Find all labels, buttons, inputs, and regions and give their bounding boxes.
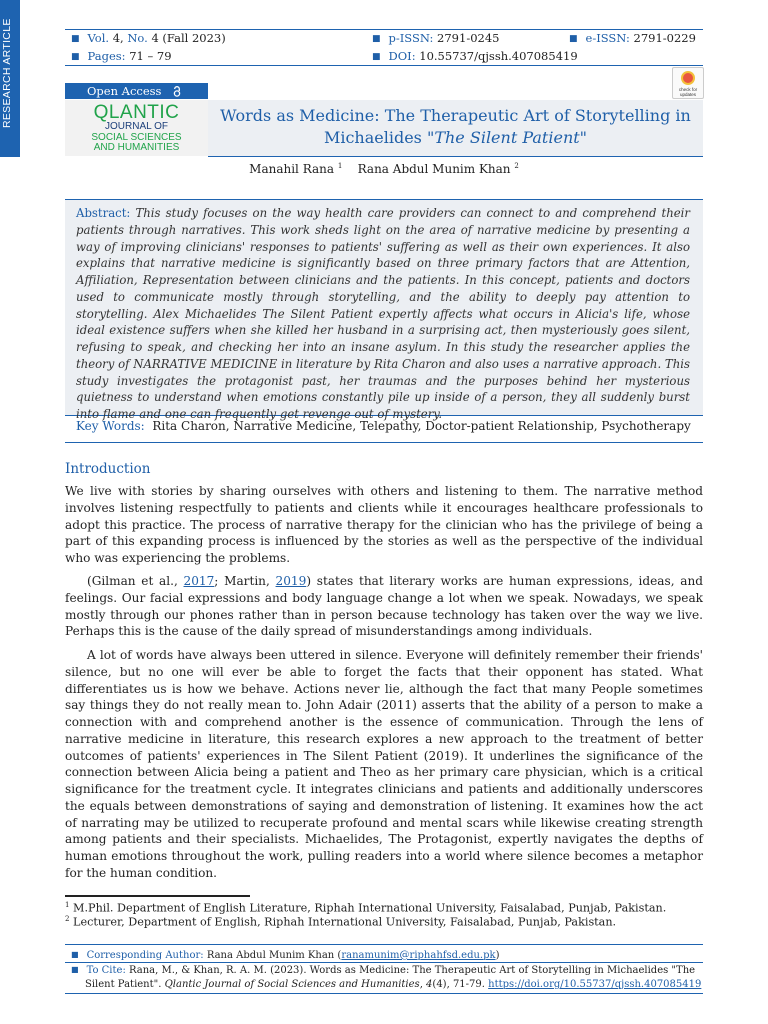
footnote-1-text: M.Phil. Department of English Literature, Riphah International University, Faisalabad, Punjab, Pakistan. [73, 901, 667, 915]
bullet-icon: ■ [71, 52, 80, 62]
footer-rule [65, 993, 703, 994]
bullet-icon: ■ [71, 965, 79, 974]
corresponding-label: Corresponding Author: [86, 950, 204, 961]
para2-text-c: ) states that literary works are human expressions, ideas, and feelings. Our facial expressions and body language change a lot when we speak. Nowadays, we speak mostly through our phones rather than in person because technology has taken over the way we live. Perhaps this is the cause of the daily spread of misunderstandings among individuals. [65, 574, 704, 639]
logo-line3: AND HUMANITIES [93, 142, 180, 153]
cite-volume: 4 [426, 979, 433, 990]
corresponding-name: Rana Abdul Munim Khan ( [206, 950, 342, 961]
bullet-icon: ■ [372, 52, 381, 62]
pages-value: 71 – 79 [129, 49, 172, 63]
footnote-1-number: 1 [65, 901, 70, 909]
corresponding-email-link[interactable]: ranamunim@riphahfsd.edu.pk [341, 950, 496, 961]
pissn-info [372, 31, 499, 45]
abstract-box [65, 199, 703, 421]
footnote-2 [65, 915, 616, 929]
article-type-label: RESEARCH ARTICLE [1, 18, 13, 128]
title-line1: Words as Medicine: The Therapeutic Art of Storytelling in [220, 106, 691, 125]
check-updates-label: check for updates [678, 87, 698, 97]
footnote-2-text: Lecturer, Department of English, Riphah International University, Faisalabad, Punjab, Pakistan. [73, 915, 617, 929]
keywords-rule [65, 442, 703, 443]
footnote-1 [65, 901, 666, 915]
author-1: Manahil Rana [249, 162, 335, 176]
paragraph-1: We live with stories by sharing ourselves with others and listening to them. The narrative method involves listening respectfully to patients and clients while it encourages healthcare professionals to adopt this practice. The process of narrative therapy for the clinician who has the privilege of being a part of this expanding process is influenced by the stories as well as the perspective of the individual who was experiencing the problems. [65, 484, 703, 565]
bullet-icon: ■ [569, 34, 578, 44]
logo-line2: SOCIAL SCIENCES [91, 131, 182, 143]
bullet-icon: ■ [372, 34, 381, 44]
header-top-rule [65, 29, 703, 30]
abstract-text: This study focuses on the way health care providers can connect to and comprehend their patients through narratives. This work sheds light on the area of narrative medicine by presenting a way of improving clinicians' responses to patients' suffering as well as their own experiences. It also explains that narrative medicine is significantly based on three primary factors that are Attention, Affiliation, Representation between clinicians and the patients. In this concept, patients and doctors used to communicate mostly through storytelling, and the ability to deeply pay attention to storytelling. Alex Michaelides The Silent Patient expertly affects what occurs in Alicia's life, whose ideal existence suffers when she killed her husband in a surprising act, then mysteriously goes silent, refusing to speak, and checking her into an insane asylum. In this study the researcher applies the theory of NARRATIVE MEDICINE in literature by Rita Charon and also uses a narrative approach. This study investigates the protagonist past, her traumas and the purposes behind her mysterious quietness to understand when emotions constantly pile up inside of a person, they all suddenly burst into flame and one can frequently get revenge out of mystery. [76, 206, 691, 421]
pissn-label: p-ISSN: [388, 31, 434, 45]
check-updates-icon [681, 71, 695, 85]
section-heading-introduction: Introduction [65, 461, 151, 477]
bullet-icon: ■ [71, 950, 79, 959]
footnote-2-number: 2 [65, 915, 70, 923]
pages-info [71, 49, 172, 63]
citation-link-martin[interactable]: 2019 [275, 574, 307, 588]
header-bottom-rule [65, 65, 703, 66]
doi-info [372, 49, 578, 63]
pages-label: Pages: [87, 49, 126, 63]
abstract [76, 205, 690, 423]
no-value: 4 (Fall 2023) [151, 31, 226, 45]
open-access-badge [65, 83, 208, 99]
author-list [0, 162, 768, 176]
open-lock-icon [173, 86, 181, 97]
cite-doi-link[interactable]: https://doi.org/10.55737/qjssh.407085419 [488, 979, 702, 990]
cite-label: To Cite: [86, 965, 126, 976]
check-for-updates-badge[interactable] [672, 67, 704, 99]
volume-info [71, 31, 226, 45]
title-line2: Michaelides [323, 128, 427, 147]
keywords-label: Key Words: [76, 419, 145, 433]
article-title [208, 105, 703, 149]
para2-text-b: ; Martin, [214, 574, 276, 588]
para2-text-a: (Gilman et al., [87, 574, 184, 588]
keywords [76, 419, 691, 433]
cite-sep: , [419, 979, 427, 990]
journal-logo [65, 100, 208, 156]
no-label: No. [127, 31, 148, 45]
cite-issue-pages: (4), 71-79. [432, 979, 489, 990]
author-2-affil: 2 [514, 162, 519, 170]
title-italic: "The Silent Patient" [426, 128, 588, 147]
article-type-tab [0, 0, 20, 157]
footnote-divider [65, 895, 250, 897]
paragraph-2 [65, 573, 703, 640]
eissn-info [569, 31, 696, 45]
corresponding-author [71, 949, 701, 963]
cite-journal: Qlantic Journal of Social Sciences and Humanities [164, 979, 420, 990]
vol-value: 4, [112, 31, 124, 45]
eissn-value: 2791-0229 [633, 31, 696, 45]
citation-link-gilman[interactable]: 2017 [183, 574, 215, 588]
author-1-affil: 1 [337, 162, 343, 170]
logo-line1: JOURNAL OF [105, 121, 168, 132]
to-cite [71, 964, 715, 992]
title-box [208, 100, 703, 157]
corresponding-close: ) [495, 950, 500, 961]
vol-label: Vol. [87, 31, 110, 45]
pissn-value: 2791-0245 [437, 31, 500, 45]
cite-text: Rana, M., & Khan, R. A. M. (2023). Words as Medicine: The Therapeutic Art of Storytelling in Michaelides "The Silent Patient". [85, 965, 696, 990]
abstract-label: Abstract: [76, 206, 131, 220]
open-access-label: Open Access [87, 84, 162, 98]
doi-value: 10.55737/qjssh.407085419 [419, 49, 578, 63]
doi-label: DOI: [388, 49, 416, 63]
logo-wordmark: QLANTIC [93, 102, 180, 123]
keywords-text: Rita Charon, Narrative Medicine, Telepathy, Doctor-patient Relationship, Psychotherapy [152, 419, 691, 433]
cite-rule [65, 962, 703, 963]
eissn-label: e-ISSN: [585, 31, 630, 45]
bullet-icon: ■ [71, 34, 80, 44]
corresponding-rule [65, 944, 703, 945]
author-2: Rana Abdul Munim Khan [357, 162, 511, 176]
paragraph-3: A lot of words have always been uttered in silence. Everyone will definitely remember their friends' silence, but no one will ever be able to forget the facts that their opponent has stated. What differentiates us is how we behave. Actions never lie, although the fact that many People sometimes say things they do not really mean to. John Adair (2011) asserts that the ability of a person to make a connection with and comprehend another is the essence of communication. Through the lens of narrative medicine in literature, this research explores a new approach to the treatment of better outcomes of patients' experiences in The Silent Patient (2019). It underlines the significance of the connection between Alicia being a patient and Theo as her primary care physician, which is a critical significance for the treatment cycle. It integrates clinicians and patients and additionally underscores the equals between demonstrations of saying and demonstration of listening. It examines how the act of narrating may be utilized to recuperate profound and mental scars while likewise creating strength among patients and their specialists. Michaelides, The Protagonist, expertly navigates the depths of human emotions throughout the work, pulling readers into a world where silence becomes a metaphor for the human condition. [65, 648, 703, 880]
